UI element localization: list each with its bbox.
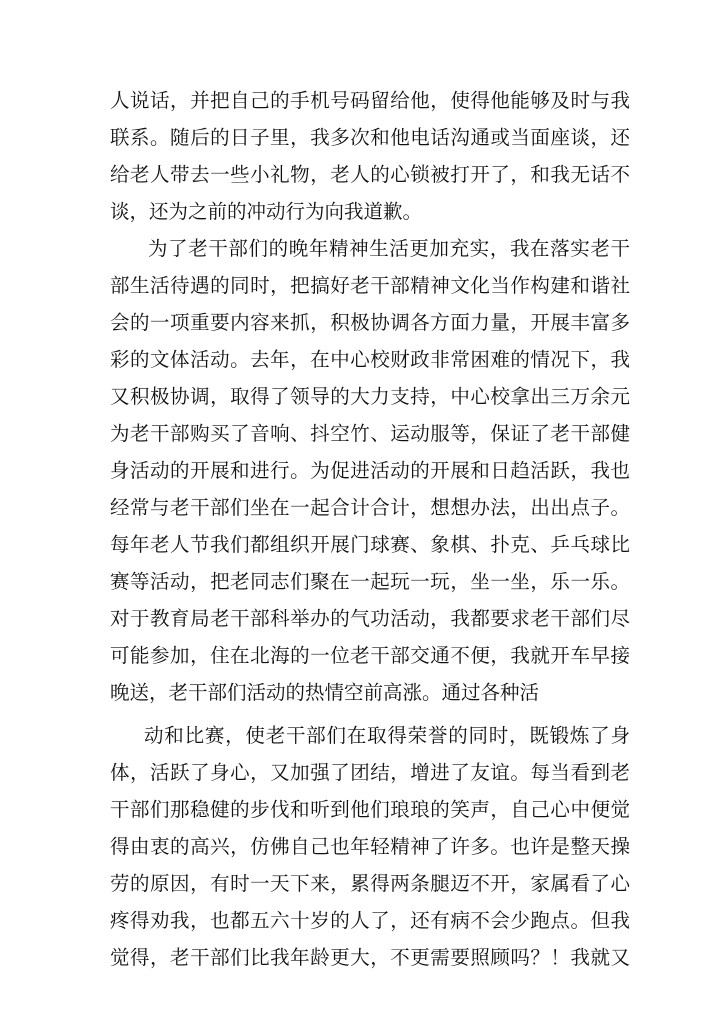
text-line: 彩的文体活动。去年，在中心校财政非常困难的情况下，我 (110, 348, 630, 371)
text-line: 联系。随后的日子里，我多次和他电话沟通或当面座谈，还 (110, 126, 630, 149)
text-line: 晚送，老干部们活动的热情空前高涨。通过各种活 (110, 681, 540, 704)
text-line: 为老干部购买了音响、抖空竹、运动服等，保证了老干部健 (110, 422, 630, 445)
text-line: 干部们那稳健的步伐和听到他们琅琅的笑声，自己心中便觉 (110, 798, 630, 821)
text-line: 会的一项重要内容来抓，积极协调各方面力量，开展丰富多 (110, 311, 630, 334)
paragraph-1 (110, 82, 630, 230)
text-line: 又积极协调，取得了领导的大力支持，中心校拿出三万余元 (110, 385, 630, 408)
paragraph-2 (110, 230, 630, 711)
text-line: 给老人带去一些小礼物，老人的心锁被打开了，和我无话不 (110, 163, 630, 186)
text-line: 得由衷的高兴，仿佛自己也年轻精神了许多。也许是整天操 (110, 835, 630, 858)
text-line: 身活动的开展和进行。为促进活动的开展和日趋活跃，我也 (110, 459, 630, 482)
text-line: 可能参加，住在北海的一位老干部交通不便，我就开车早接 (110, 644, 630, 667)
paragraph-3 (110, 717, 630, 976)
text-line: 劳的原因，有时一天下来，累得两条腿迈不开，家属看了心 (110, 872, 630, 895)
text-line: 体，活跃了身心，又加强了团结，增进了友谊。每当看到老 (110, 761, 630, 784)
text-line: 对于教育局老干部科举办的气功活动，我都要求老干部们尽 (110, 607, 630, 630)
text-line: 部生活待遇的同时，把搞好老干部精神文化当作构建和谐社 (110, 274, 630, 297)
text-line: 赛等活动，把老同志们聚在一起玩一玩，坐一坐，乐一乐。 (110, 570, 630, 593)
text-line: 为了老干部们的晚年精神生活更加充实，我在落实老干 (148, 237, 630, 260)
text-line: 觉得，老干部们比我年龄更大，不更需要照顾吗？！我就又 (110, 946, 630, 969)
body-text (110, 82, 630, 976)
text-line: 经常与老干部们坐在一起合计合计，想想办法，出出点子。 (110, 496, 630, 519)
text-line: 谈，还为之前的冲动行为向我道歉。 (110, 200, 423, 223)
text-line: 疼得劝我，也都五六十岁的人了，还有病不会少跑点。但我 (110, 909, 630, 932)
text-line: 人说话，并把自己的手机号码留给他，使得他能够及时与我 (110, 89, 630, 112)
text-line: 动和比赛，使老干部们在取得荣誉的同时，既锻炼了身 (144, 724, 630, 747)
text-line: 每年老人节我们都组织开展门球赛、象棋、扑克、乒乓球比 (110, 533, 630, 556)
